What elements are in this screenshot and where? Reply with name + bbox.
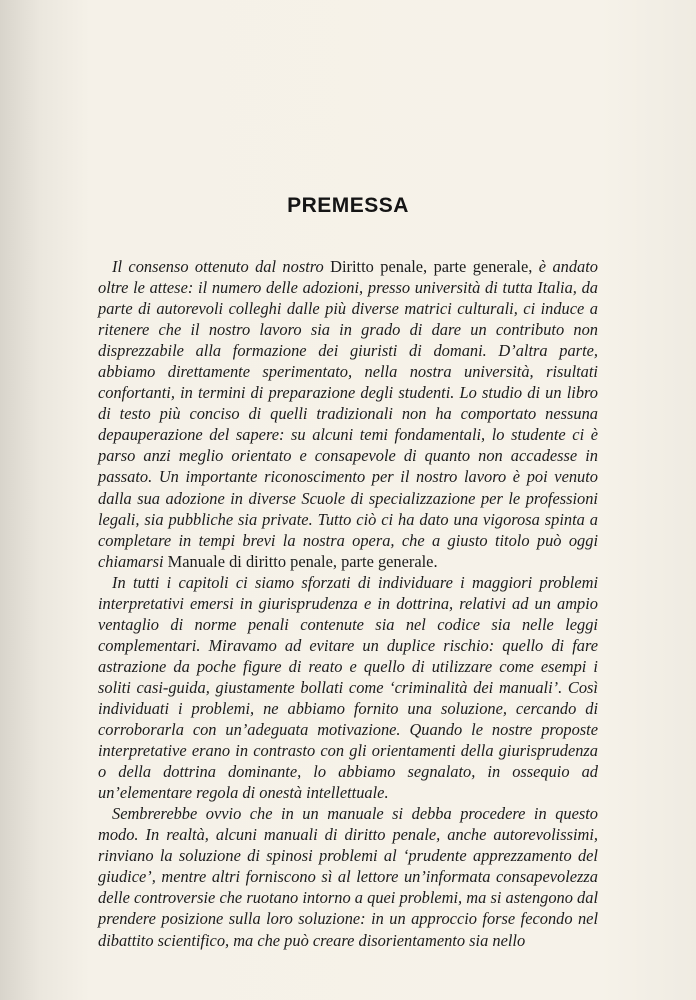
text-segment: Il consenso ottenuto dal nostro bbox=[112, 257, 331, 276]
text-segment: è andato oltre le attese: il numero delle adozioni, presso università di tutta Italia, da parte di autorevoli colleghi dalle più diverse matrici culturali, ci induce a ritenere che il nostro lavoro sia in grado di dare un contributo non disprezzabile alla formazione dei giuristi di domani. D’altra parte, abbiamo direttamente sperimentato, nella nostra università, risultati confortanti, in termini di preparazione degli studenti. Lo studio di un libro di testo più conciso di quelli tradizionali non ha comportato nessuna depauperazione del sapere: su alcuni temi fondamentali, lo studente ci è parso anzi meglio orientato e consapevole di quanto non accadesse in passato. Un importante riconoscimento per il nostro lavoro è poi venuto dalla sua adozione in diverse Scuole di specializzazione per le professioni legali, sia pubbliche sia private. Tutto ciò ci ha dato una vigorosa spinta a completare in tempi brevi la nostra opera, che a giusto titolo può oggi chiamarsi bbox=[98, 257, 598, 571]
show-through-bleed bbox=[100, 88, 620, 148]
text-segment: Sembrerebbe ovvio che in un manuale si debba procedere in questo modo. In realtà, alcuni manuali di diritto penale, anche autorevolissimi, rinviano la soluzione di spinosi problemi al ‘prudente apprezzamento del giudice’, mentre altri forniscono sì al lettore un’informata consapevolezza delle controversie che ruotano intorno a quei problemi, ma si astengono dal prendere posizione sulla loro soluzione: in un approccio forse fecondo nel dibattito scientifico, ma che può creare disorientamento sia nello bbox=[98, 804, 598, 950]
body-text bbox=[98, 256, 598, 951]
book-title-segment: Manuale di diritto penale, parte generale. bbox=[167, 551, 438, 571]
book-title-segment: Diritto penale, parte generale, bbox=[330, 257, 533, 276]
paragraph bbox=[98, 803, 598, 950]
text-segment: In tutti i capitoli ci siamo sforzati di individuare i maggiori problemi interpretativi emersi in giurisprudenza e in dottrina, relativi ad un ampio ventaglio di norme penali contenute sia nel codice sia nelle leggi complementari. Miravamo ad evitare un duplice rischio: quello di fare astrazione da poche figure di reato e quello di utilizzare come esempi i soliti casi-guida, giustamente bollati come ‘criminalità dei manuali’. Così individuati i problemi, ne abbiamo fornito una soluzione, cercando di corroborarla con un’adeguata motivazione. Quando le nostre proposte interpretative erano in contrasto con gli orientamenti della giurisprudenza o della dottrina dominante, lo abbiamo segnalato, in ossequio ad un’elementare regola di onestà intellettuale. bbox=[98, 572, 598, 803]
page-title: PREMESSA bbox=[287, 194, 409, 217]
paragraph bbox=[98, 572, 598, 804]
paragraph bbox=[98, 256, 598, 572]
